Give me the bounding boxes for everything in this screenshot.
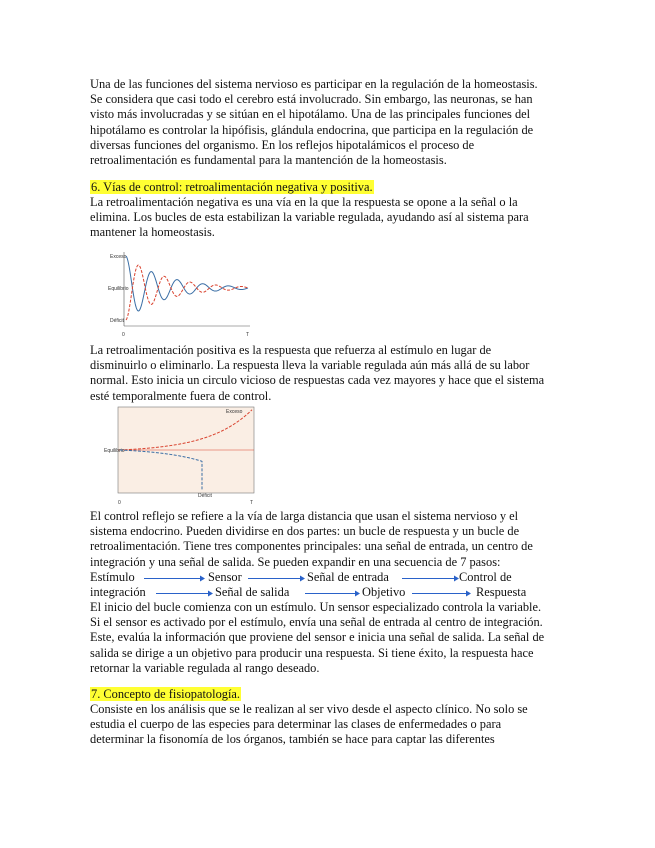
flow-integration: integración bbox=[90, 585, 146, 599]
highlighted-heading: 7. Concepto de fisiopatología. bbox=[91, 687, 241, 701]
intro-paragraph bbox=[90, 77, 570, 168]
text-line: mantener la homeostasis. bbox=[90, 225, 215, 240]
arrow-icon bbox=[144, 570, 206, 585]
text-line: retroalimentación es fundamental para la mantención de la homeostasis. bbox=[90, 153, 447, 168]
arrow-icon bbox=[156, 585, 214, 600]
flow-row-2 bbox=[90, 585, 570, 600]
section-6-heading bbox=[90, 180, 374, 195]
text-line: Se considera que casi todo el cerebro está involucrado. Sin embargo, las neuronas, se han bbox=[90, 92, 533, 107]
flow-input-signal: Señal de entrada bbox=[307, 570, 389, 584]
loop-description-paragraph bbox=[90, 600, 570, 676]
positive-feedback-paragraph bbox=[90, 343, 570, 404]
flow-stimulus: Estímulo bbox=[90, 570, 135, 584]
text-line: Este, evalúa la información que proviene del sensor e inicia una señal de salida. La señal de bbox=[90, 630, 545, 645]
text-line: visto más involucradas y se sitúan en el hipotálamo. Una de las principales funciones del bbox=[90, 107, 531, 122]
text-line: Si el sensor es activado por el estímulo, envía una señal de entrada al centro de integración. bbox=[90, 615, 543, 630]
text-line: diversas funciones del organismo. En los reflejos hipotalámicos el proceso de bbox=[90, 137, 475, 152]
arrow-icon bbox=[248, 570, 306, 585]
text-line: La retroalimentación negativa es una vía en la que la respuesta se opone a la señal o la bbox=[90, 195, 518, 209]
label-x1: T bbox=[246, 332, 250, 338]
text-line: Una de las funciones del sistema nervioso es participar en la regulación de la homeostasis. bbox=[90, 77, 538, 91]
text-line: elimina. Los bucles de esta estabilizan la variable regulada, ayudando así al sistema para bbox=[90, 210, 529, 225]
text-line: salida se dirige a un objetivo para producir una respuesta. Si tiene éxito, la respuesta hace bbox=[90, 645, 534, 660]
text-line: integración y una señal de salida. Se pueden expandir en una secuencia de 7 pasos: bbox=[90, 554, 501, 569]
flow-row-1 bbox=[90, 570, 570, 585]
text-line: normal. Esto inicia un circulo vicioso de respuestas cada vez mayores y hace que el sistema bbox=[90, 373, 545, 388]
label-deficit: Déficit bbox=[198, 493, 212, 499]
text-line: retornar la variable regulada al rango deseado. bbox=[90, 660, 320, 675]
text-line: hipotálamo es controlar la hipófisis, glándula endocrina, que participa en la regulación de bbox=[90, 122, 534, 137]
negative-feedback-figure bbox=[110, 248, 260, 340]
positive-feedback-figure bbox=[104, 405, 260, 507]
text-line: disminuirlo o eliminarlo. La respuesta lleva la variable regulada aún más allá de su labor bbox=[90, 358, 530, 373]
negative-feedback-paragraph bbox=[90, 195, 570, 241]
reflex-control-paragraph bbox=[90, 509, 570, 570]
text-line: esté temporalmente fuera de control. bbox=[90, 388, 272, 403]
text-line: retroalimentación. Tiene tres componentes principales: una señal de entrada, un centro de bbox=[90, 539, 533, 554]
flow-output-signal: Señal de salida bbox=[215, 585, 290, 599]
text-line: El control reflejo se refiere a la vía de larga distancia que usan el sistema nervioso y el bbox=[90, 509, 519, 523]
label-exceso: Exceso bbox=[226, 409, 243, 415]
label-x0: 0 bbox=[122, 332, 125, 338]
text-line: estudia el cuerpo de las especies para determinar las clases de enfermedades o para bbox=[90, 717, 502, 732]
label-equilibrio: Equilibrio bbox=[108, 286, 129, 292]
text-line: Consiste en los análisis que se le realizan al ser vivo desde el aspecto clínico. No solo se bbox=[90, 702, 528, 716]
pathophysiology-paragraph bbox=[90, 702, 570, 748]
label-equilibrio: Equilibrio bbox=[104, 448, 125, 454]
text-line: sistema endocrino. Pueden dividirse en dos partes: un bucle de respuesta y un bucle de bbox=[90, 524, 520, 539]
text-line: El inicio del bucle comienza con un estímulo. Un sensor especializado controla la variable. bbox=[90, 600, 542, 614]
label-x0: 0 bbox=[118, 500, 121, 506]
arrow-icon bbox=[402, 570, 460, 585]
label-x1: T bbox=[250, 500, 254, 506]
arrow-icon bbox=[412, 585, 472, 600]
flow-response: Respuesta bbox=[476, 585, 527, 599]
flow-control-center: Control de bbox=[459, 570, 512, 584]
arrow-icon bbox=[305, 585, 361, 600]
label-deficit: Déficit bbox=[110, 318, 124, 324]
label-exceso: Exceso bbox=[110, 254, 127, 260]
highlighted-heading: 6. Vías de control: retroalimentación negativa y positiva. bbox=[91, 180, 373, 194]
flow-sensor: Sensor bbox=[208, 570, 242, 584]
text-line: La retroalimentación positiva es la respuesta que refuerza al estímulo en lugar de bbox=[90, 343, 492, 357]
section-7-heading bbox=[90, 687, 241, 702]
text-line: determinar la fisonomía de los órganos, también se hace para captar las diferentes bbox=[90, 732, 495, 747]
flow-target: Objetivo bbox=[362, 585, 406, 599]
